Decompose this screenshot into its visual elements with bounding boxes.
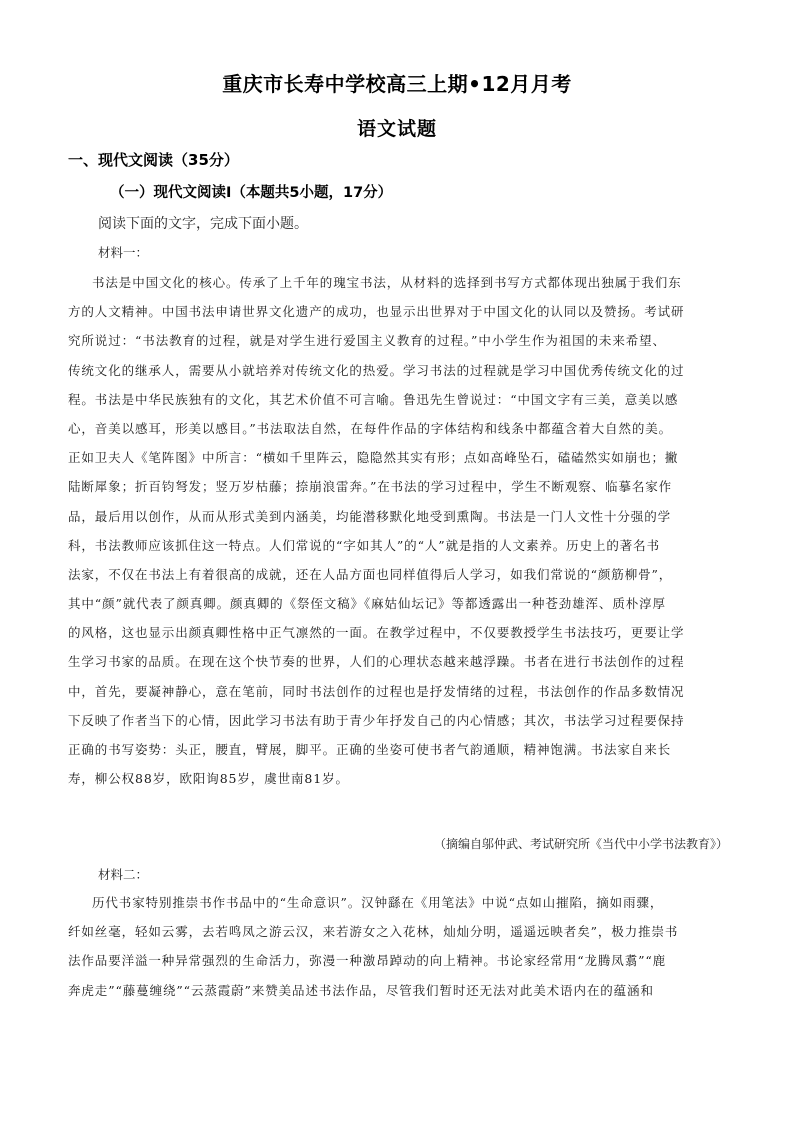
- subsection-heading: （一）现代文阅读Ⅰ（本题共5小题，17分）: [110, 185, 393, 201]
- material-1-source: （摘编自邬仲武、考试研究所《当代中小学书法教育》）: [433, 837, 728, 851]
- material-2-label: 材料二：: [98, 867, 149, 882]
- material-1-label: 材料一：: [98, 245, 149, 260]
- exam-title: 重庆市长寿中学校高三上期•12月月考: [222, 72, 572, 96]
- text-line: 正如卫夫人《笔阵图》中所言：“横如千里阵云，隐隐然其实有形；点如高峰坠石，磕磕然实如崩也；撇: [68, 450, 679, 466]
- reading-instruction: 阅读下面的文字，完成下面小题。: [98, 216, 308, 232]
- text-line: 其中“颜”就代表了颜真卿。颜真卿的《祭侄文稿》《麻姑仙坛记》等都透露出一种苍劲雄浑、质朴淳厚: [68, 596, 666, 612]
- text-line: 心，音美以感耳，形美以感目。”书法取法自然，在每件作品的字体结构和线条中都蕴含着大自然的美。: [68, 420, 673, 436]
- text-line: 传统文化的继承人，需要从小就培养对传统文化的热爱。学习书法的过程就是学习中国优秀传统文化的过: [68, 362, 685, 378]
- material-2-text: [68, 888, 728, 1005]
- text-line: 方的人文精神。中国书法申请世界文化遗产的成功，也显示出世界对于中国文化的认同以及赞扬。考试研: [68, 304, 685, 320]
- text-line: 书法是中国文化的核心。传承了上千年的瑰宝书法，从材料的选择到书写方式都体现出独属于我们东: [92, 275, 682, 290]
- text-line: 奔虎走”“藤蔓缠绕”“云蒸霞蔚”来赞美品述书法作品，尽管我们暂时还无法对此美术语内在的蕴涵和: [68, 982, 654, 998]
- text-line: 法作品要洋溢一种异常强烈的生命活力，弥漫一种激昂踔动的向上精神。书论家经常用“龙腾凤翥”“鹿: [68, 953, 667, 969]
- text-line: 品，最后用以创作，从而从形式美到内涵美，均能潜移默化地受到熏陶。书法是一门人文性十分强的学: [68, 508, 672, 524]
- text-line: 的风格，这也显示出颜真卿性格中正气凛然的一面。在教学过程中，不仅要教授学生书法技巧，更要让学: [68, 625, 685, 641]
- text-line: 科，书法教师应该抓住这一特点。人们常说的“字如其人”的“人”就是指的人文素养。历史上的著名书: [68, 537, 660, 553]
- text-line: 中，首先，要凝神静心，意在笔前，同时书法创作的过程也是抒发情绪的过程，书法创作的作品多数情况: [68, 683, 685, 699]
- material-1-text: [68, 268, 728, 793]
- section-heading: 一、现代文阅读（35分）: [68, 151, 239, 169]
- text-line: 纤如丝毫，轻如云雾，去若鸣凤之游云汉，来若游女之入花林，灿灿分明，遥遥远映者矣”，极力推崇书: [68, 924, 679, 940]
- exam-subtitle: 语文试题: [356, 118, 437, 140]
- text-line: 程。书法是中华民族独有的文化，其艺术价值不可言喻。鲁迅先生曾说过：“中国文字有三美，意美以感: [68, 391, 679, 407]
- text-line: 陆断犀象；折百钧弩发；竖万岁枯藤；捺崩浪雷奔。”在书法的学习过程中，学生不断观察、临摹名家作: [68, 479, 673, 495]
- text-line: 究所说过：“书法教育的过程，就是对学生进行爱国主义教育的过程。”中小学生作为祖国的未来希望、: [68, 333, 666, 349]
- text-line: 寿，柳公权88岁，欧阳询85岁，虞世南81岁。: [68, 771, 349, 787]
- text-line: 正确的书写姿势：头正，腰直，臂展，脚平。正确的坐姿可使书者气韵通顺，精神饱满。书法家自来长: [68, 742, 672, 757]
- text-line: 下反映了作者当下的心情，因此学习书法有助于青少年抒发自己的内心情感；其次，书法学习过程要保持: [68, 712, 685, 728]
- text-line: 历代书家特别推崇书作书品中的“生命意识”。汉钟繇在《用笔法》中说“点如山摧陷，摘如雨骤，: [92, 895, 664, 910]
- text-line: 生学习书家的品质。在现在这个快节奏的世界，人们的心理状态越来越浮躁。书者在进行书法创作的过程: [68, 654, 685, 670]
- text-line: 法家，不仅在书法上有着很高的成就，还在人品方面也同样值得后人学习，如我们常说的“颜筋柳骨”，: [68, 566, 673, 582]
